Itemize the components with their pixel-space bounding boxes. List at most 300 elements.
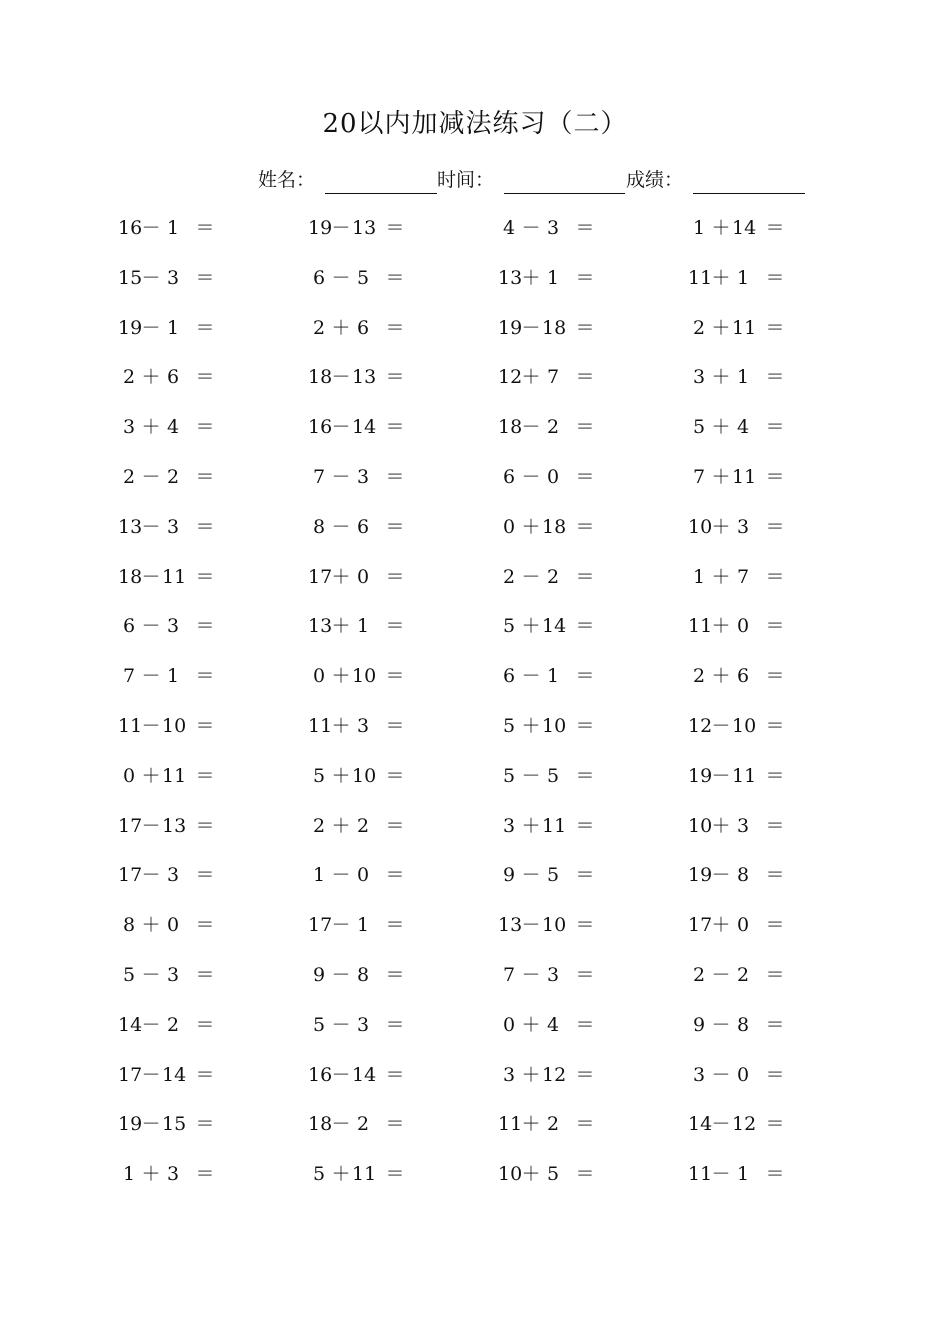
operator: －	[141, 566, 161, 588]
operand-b: 0	[736, 1064, 750, 1086]
operand-a: 18	[308, 1113, 333, 1135]
operator: －	[711, 1014, 731, 1036]
operator: ＋	[331, 715, 351, 737]
operand-b: 11	[162, 566, 187, 588]
operand-b: 3	[166, 615, 180, 637]
equals-sign: ＝	[765, 416, 785, 438]
problem-r12-c2	[308, 758, 406, 794]
operand-b: 2	[166, 1014, 180, 1036]
operand-b: 1	[356, 914, 370, 936]
score-field-line[interactable]	[693, 193, 805, 194]
problem-r11-c3	[498, 708, 596, 744]
operator: －	[141, 964, 161, 986]
problem-r14-c2	[308, 857, 406, 893]
operand-a: 10	[688, 815, 713, 837]
operand-a: 1	[692, 217, 706, 239]
problem-r12-c3	[498, 758, 596, 794]
operand-b: 11	[732, 765, 757, 787]
problem-r1-c4	[688, 210, 786, 246]
equals-sign: ＝	[385, 516, 405, 538]
problem-r20-c3	[498, 1156, 596, 1192]
equals-sign: ＝	[385, 217, 405, 239]
operand-a: 8	[312, 516, 326, 538]
problem-r15-c2	[308, 907, 406, 943]
operand-b: 12	[732, 1113, 757, 1135]
score-label: 成绩：	[626, 169, 684, 191]
problem-r13-c1	[118, 808, 216, 844]
operand-b: 11	[732, 317, 757, 339]
problem-r14-c1	[118, 857, 216, 893]
operand-b: 3	[166, 964, 180, 986]
operator: ＋	[711, 516, 731, 538]
operand-a: 6	[502, 466, 516, 488]
operand-a: 1	[692, 566, 706, 588]
problem-r16-c4	[688, 957, 786, 993]
operand-a: 5	[502, 765, 516, 787]
operand-a: 10	[688, 516, 713, 538]
equals-sign: ＝	[385, 964, 405, 986]
equals-sign: ＝	[575, 914, 595, 936]
operand-a: 6	[502, 665, 516, 687]
operator: －	[521, 416, 541, 438]
operator: ＋	[711, 914, 731, 936]
problem-r5-c2	[308, 409, 406, 445]
operand-a: 6	[122, 615, 136, 637]
problem-r4-c2	[308, 359, 406, 395]
operand-a: 19	[118, 1113, 143, 1135]
equals-sign: ＝	[385, 1014, 405, 1036]
problem-r5-c3	[498, 409, 596, 445]
operand-a: 3	[122, 416, 136, 438]
equals-sign: ＝	[195, 466, 215, 488]
equals-sign: ＝	[385, 715, 405, 737]
operator: －	[521, 317, 541, 339]
problem-r9-c2	[308, 608, 406, 644]
operator: ＋	[711, 566, 731, 588]
equals-sign: ＝	[195, 765, 215, 787]
operator: －	[141, 665, 161, 687]
operand-a: 6	[312, 267, 326, 289]
operand-b: 3	[166, 267, 180, 289]
operand-b: 3	[546, 964, 560, 986]
equals-sign: ＝	[765, 715, 785, 737]
operand-b: 0	[356, 864, 370, 886]
operator: －	[331, 914, 351, 936]
operator: －	[331, 466, 351, 488]
operand-a: 19	[688, 765, 713, 787]
equals-sign: ＝	[195, 665, 215, 687]
operator: ＋	[711, 317, 731, 339]
operand-a: 17	[118, 1064, 143, 1086]
operand-a: 3	[692, 366, 706, 388]
operand-b: 13	[162, 815, 187, 837]
problem-r10-c2	[308, 658, 406, 694]
problem-r17-c2	[308, 1007, 406, 1043]
problem-r16-c1	[118, 957, 216, 993]
problem-r4-c1	[118, 359, 216, 395]
operand-a: 9	[312, 964, 326, 986]
operator: ＋	[711, 217, 731, 239]
operator: －	[141, 1064, 161, 1086]
operand-b: 6	[356, 317, 370, 339]
operand-b: 11	[162, 765, 187, 787]
equals-sign: ＝	[765, 1064, 785, 1086]
operand-a: 17	[118, 864, 143, 886]
problem-r1-c2	[308, 210, 406, 246]
operand-a: 11	[308, 715, 333, 737]
operand-b: 14	[352, 1064, 377, 1086]
operand-b: 3	[736, 516, 750, 538]
equals-sign: ＝	[575, 416, 595, 438]
equals-sign: ＝	[575, 466, 595, 488]
operator: －	[331, 267, 351, 289]
operand-a: 5	[122, 964, 136, 986]
operator: ＋	[521, 1113, 541, 1135]
problem-r6-c4	[688, 459, 786, 495]
operand-b: 11	[732, 466, 757, 488]
problem-r6-c3	[498, 459, 596, 495]
equals-sign: ＝	[385, 366, 405, 388]
operator: ＋	[711, 416, 731, 438]
problem-r9-c1	[118, 608, 216, 644]
equals-sign: ＝	[195, 964, 215, 986]
operand-a: 2	[692, 964, 706, 986]
operand-b: 1	[736, 1163, 750, 1185]
operator: －	[141, 466, 161, 488]
operator: ＋	[521, 1163, 541, 1185]
problem-r18-c1	[118, 1057, 216, 1093]
problem-r1-c3	[498, 210, 596, 246]
operand-b: 2	[546, 416, 560, 438]
equals-sign: ＝	[575, 715, 595, 737]
operator: －	[141, 815, 161, 837]
operand-a: 5	[312, 1163, 326, 1185]
operator: ＋	[521, 1064, 541, 1086]
operand-b: 3	[356, 715, 370, 737]
operator: －	[711, 1113, 731, 1135]
equals-sign: ＝	[385, 466, 405, 488]
operand-a: 16	[308, 1064, 333, 1086]
problem-r19-c3	[498, 1106, 596, 1142]
operator: －	[331, 864, 351, 886]
operand-b: 11	[542, 815, 567, 837]
operand-a: 13	[498, 267, 523, 289]
operand-b: 8	[356, 964, 370, 986]
operator: －	[141, 1113, 161, 1135]
problem-r18-c2	[308, 1057, 406, 1093]
problem-r2-c1	[118, 260, 216, 296]
operand-b: 10	[542, 715, 567, 737]
operand-b: 8	[736, 864, 750, 886]
operand-a: 11	[118, 715, 143, 737]
equals-sign: ＝	[765, 914, 785, 936]
operator: －	[141, 615, 161, 637]
problem-r2-c3	[498, 260, 596, 296]
problem-r12-c4	[688, 758, 786, 794]
operator: ＋	[141, 366, 161, 388]
operator: ＋	[711, 267, 731, 289]
equals-sign: ＝	[765, 516, 785, 538]
problem-r18-c4	[688, 1057, 786, 1093]
operator: －	[141, 267, 161, 289]
operand-b: 2	[736, 964, 750, 986]
operand-b: 7	[546, 366, 560, 388]
equals-sign: ＝	[575, 217, 595, 239]
problem-r19-c2	[308, 1106, 406, 1142]
operand-b: 5	[546, 864, 560, 886]
operand-a: 11	[498, 1113, 523, 1135]
operand-a: 5	[502, 615, 516, 637]
operand-a: 2	[312, 317, 326, 339]
operand-b: 1	[736, 267, 750, 289]
operand-a: 5	[312, 1014, 326, 1036]
operand-a: 0	[122, 765, 136, 787]
equals-sign: ＝	[575, 516, 595, 538]
operator: －	[331, 1113, 351, 1135]
operator: ＋	[141, 416, 161, 438]
operand-b: 10	[162, 715, 187, 737]
equals-sign: ＝	[385, 267, 405, 289]
operand-a: 19	[498, 317, 523, 339]
problem-r10-c1	[118, 658, 216, 694]
operand-b: 5	[356, 267, 370, 289]
operator: －	[521, 964, 541, 986]
operator: －	[711, 1163, 731, 1185]
equals-sign: ＝	[575, 267, 595, 289]
problem-r15-c1	[118, 907, 216, 943]
operand-b: 2	[546, 566, 560, 588]
operator: ＋	[331, 1163, 351, 1185]
operator: －	[141, 1014, 161, 1036]
equals-sign: ＝	[575, 317, 595, 339]
equals-sign: ＝	[195, 1064, 215, 1086]
operand-a: 17	[688, 914, 713, 936]
equals-sign: ＝	[385, 416, 405, 438]
problem-r16-c2	[308, 957, 406, 993]
operator: －	[331, 516, 351, 538]
equals-sign: ＝	[195, 715, 215, 737]
operator: －	[711, 715, 731, 737]
operand-a: 16	[308, 416, 333, 438]
operator: －	[521, 566, 541, 588]
operator: ＋	[711, 665, 731, 687]
operator: －	[331, 416, 351, 438]
operator: －	[521, 217, 541, 239]
name-label: 姓名：	[258, 169, 316, 191]
operand-a: 19	[308, 217, 333, 239]
operand-b: 6	[736, 665, 750, 687]
time-field-line[interactable]	[504, 193, 625, 194]
operand-b: 4	[736, 416, 750, 438]
operand-b: 1	[546, 267, 560, 289]
problem-r20-c1	[118, 1156, 216, 1192]
operand-a: 17	[308, 566, 333, 588]
operand-b: 3	[166, 516, 180, 538]
operand-a: 5	[692, 416, 706, 438]
problem-r15-c4	[688, 907, 786, 943]
problem-r3-c3	[498, 310, 596, 346]
problem-r11-c1	[118, 708, 216, 744]
problem-r2-c2	[308, 260, 406, 296]
problem-r14-c4	[688, 857, 786, 893]
problem-r17-c1	[118, 1007, 216, 1043]
operator: －	[711, 864, 731, 886]
operand-b: 3	[166, 864, 180, 886]
equals-sign: ＝	[195, 1113, 215, 1135]
operand-b: 10	[352, 765, 377, 787]
operator: －	[711, 765, 731, 787]
operator: ＋	[141, 765, 161, 787]
operand-b: 3	[356, 466, 370, 488]
operand-a: 3	[502, 815, 516, 837]
operand-a: 10	[498, 1163, 523, 1185]
equals-sign: ＝	[765, 366, 785, 388]
operand-a: 14	[118, 1014, 143, 1036]
equals-sign: ＝	[195, 516, 215, 538]
operand-b: 3	[546, 217, 560, 239]
equals-sign: ＝	[575, 765, 595, 787]
problem-r9-c4	[688, 608, 786, 644]
equals-sign: ＝	[575, 1064, 595, 1086]
operator: ＋	[521, 366, 541, 388]
operand-a: 7	[692, 466, 706, 488]
operand-a: 12	[688, 715, 713, 737]
problem-r7-c3	[498, 509, 596, 545]
operator: ＋	[141, 1163, 161, 1185]
operand-b: 5	[546, 765, 560, 787]
operand-a: 2	[122, 466, 136, 488]
operator: －	[141, 317, 161, 339]
operand-a: 5	[312, 765, 326, 787]
equals-sign: ＝	[385, 317, 405, 339]
operand-a: 17	[308, 914, 333, 936]
problem-r5-c1	[118, 409, 216, 445]
equals-sign: ＝	[195, 317, 215, 339]
equals-sign: ＝	[385, 566, 405, 588]
equals-sign: ＝	[765, 1113, 785, 1135]
equals-sign: ＝	[195, 615, 215, 637]
operand-a: 5	[502, 715, 516, 737]
operator: ＋	[331, 317, 351, 339]
operand-b: 0	[736, 615, 750, 637]
operand-a: 11	[688, 615, 713, 637]
equals-sign: ＝	[385, 665, 405, 687]
operand-a: 7	[502, 964, 516, 986]
problem-r14-c3	[498, 857, 596, 893]
problem-r6-c1	[118, 459, 216, 495]
operand-a: 13	[118, 516, 143, 538]
problem-r13-c2	[308, 808, 406, 844]
operator: ＋	[521, 615, 541, 637]
operand-a: 0	[502, 516, 516, 538]
equals-sign: ＝	[765, 1014, 785, 1036]
problem-r11-c2	[308, 708, 406, 744]
operand-b: 14	[732, 217, 757, 239]
equals-sign: ＝	[195, 914, 215, 936]
operand-b: 1	[546, 665, 560, 687]
problem-r17-c4	[688, 1007, 786, 1043]
operator: －	[141, 217, 161, 239]
operand-b: 11	[352, 1163, 377, 1185]
operand-a: 2	[692, 665, 706, 687]
operand-b: 12	[542, 1064, 567, 1086]
operator: －	[331, 964, 351, 986]
equals-sign: ＝	[385, 815, 405, 837]
equals-sign: ＝	[575, 366, 595, 388]
operator: ＋	[521, 516, 541, 538]
operand-a: 18	[308, 366, 333, 388]
operand-a: 13	[498, 914, 523, 936]
operand-b: 0	[546, 466, 560, 488]
operand-b: 0	[166, 914, 180, 936]
equals-sign: ＝	[385, 765, 405, 787]
operand-b: 4	[166, 416, 180, 438]
problem-r5-c4	[688, 409, 786, 445]
equals-sign: ＝	[765, 317, 785, 339]
equals-sign: ＝	[575, 864, 595, 886]
operator: ＋	[331, 665, 351, 687]
problem-r20-c2	[308, 1156, 406, 1192]
equals-sign: ＝	[575, 566, 595, 588]
problem-r13-c4	[688, 808, 786, 844]
problem-r19-c1	[118, 1106, 216, 1142]
operand-b: 2	[356, 815, 370, 837]
operand-a: 8	[122, 914, 136, 936]
operand-b: 13	[352, 217, 377, 239]
name-field-line[interactable]	[325, 193, 437, 194]
operator: －	[331, 1064, 351, 1086]
operand-a: 2	[122, 366, 136, 388]
problem-r7-c1	[118, 509, 216, 545]
operator: －	[141, 864, 161, 886]
equals-sign: ＝	[765, 615, 785, 637]
problem-r7-c4	[688, 509, 786, 545]
equals-sign: ＝	[575, 815, 595, 837]
equals-sign: ＝	[195, 416, 215, 438]
operand-b: 5	[546, 1163, 560, 1185]
operand-a: 9	[692, 1014, 706, 1036]
operator: ＋	[521, 815, 541, 837]
operator: ＋	[331, 566, 351, 588]
operand-a: 7	[122, 665, 136, 687]
operand-a: 15	[118, 267, 143, 289]
operand-a: 18	[118, 566, 143, 588]
operand-b: 3	[166, 1163, 180, 1185]
operand-a: 11	[688, 1163, 713, 1185]
operand-b: 7	[736, 566, 750, 588]
operand-a: 1	[122, 1163, 136, 1185]
equals-sign: ＝	[765, 267, 785, 289]
operand-b: 1	[736, 366, 750, 388]
operand-b: 3	[356, 1014, 370, 1036]
problem-r8-c4	[688, 559, 786, 595]
problem-r4-c3	[498, 359, 596, 395]
student-info-row	[0, 164, 950, 196]
problem-r6-c2	[308, 459, 406, 495]
operand-b: 14	[162, 1064, 187, 1086]
operand-a: 0	[312, 665, 326, 687]
equals-sign: ＝	[195, 1014, 215, 1036]
operand-b: 8	[736, 1014, 750, 1036]
equals-sign: ＝	[575, 615, 595, 637]
operand-a: 19	[118, 317, 143, 339]
equals-sign: ＝	[385, 864, 405, 886]
operand-b: 18	[542, 516, 567, 538]
operand-a: 2	[312, 815, 326, 837]
operator: ＋	[331, 615, 351, 637]
operand-b: 10	[732, 715, 757, 737]
operand-a: 3	[502, 1064, 516, 1086]
